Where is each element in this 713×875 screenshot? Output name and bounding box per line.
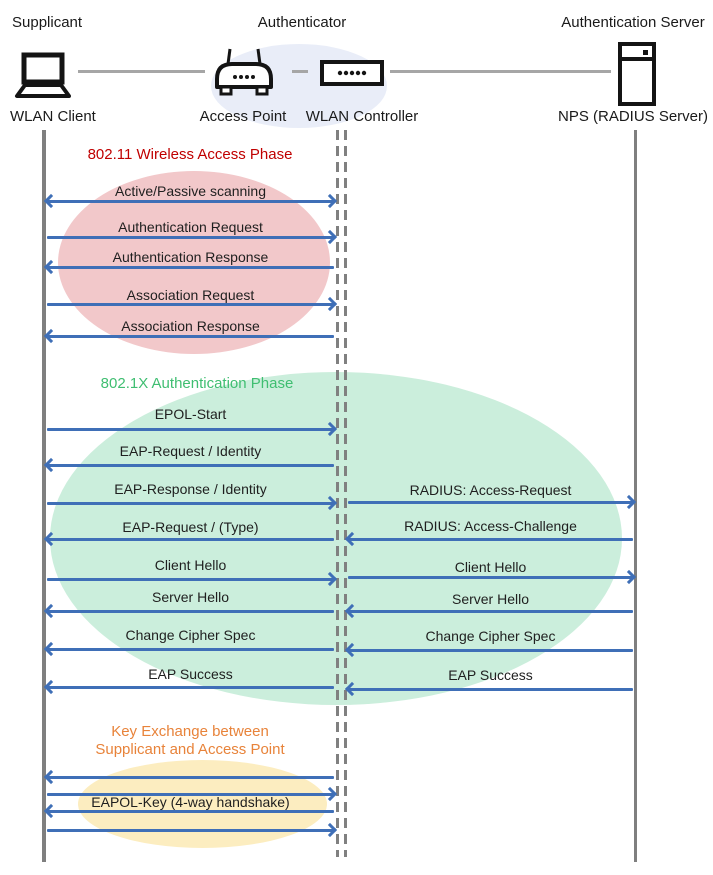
message-label: EAP-Request / (Type)	[122, 519, 259, 535]
message-arrow-left	[47, 610, 334, 613]
message-label: Association Response	[121, 318, 260, 334]
message-label: Association Request	[126, 287, 255, 303]
message-arrow-right	[348, 501, 633, 504]
connector-dash	[292, 70, 308, 73]
message-label: Change Cipher Spec	[125, 627, 256, 643]
message-arrow-left	[47, 266, 334, 269]
role-supplicant: Supplicant	[12, 14, 83, 31]
message-label: RADIUS: Access-Challenge	[404, 518, 577, 534]
message-arrow-left	[47, 538, 334, 541]
lifeline-wlan-controller-dash-1	[336, 130, 339, 857]
message-label: Client Hello	[154, 557, 227, 573]
message-label: EAP-Request / Identity	[119, 443, 262, 459]
node-nps-radius-server: NPS (RADIUS Server)	[557, 108, 709, 125]
message-label: Authentication Request	[118, 219, 263, 235]
handshake-arrow-left	[47, 776, 334, 779]
node-wlan-controller: WLAN Controller	[305, 108, 419, 125]
message-label: RADIUS: Access-Request	[409, 482, 572, 498]
handshake-label: EAPOL-Key (4-way handshake)	[91, 794, 290, 810]
message-label: Client Hello	[454, 559, 527, 575]
lifeline-nps	[634, 130, 637, 862]
message-label: EAP-Response / Identity	[114, 481, 267, 497]
message-label: EPOL-Start	[154, 406, 227, 422]
message-arrow-left	[47, 686, 334, 689]
message-arrow-right	[47, 502, 334, 505]
message-arrow-left	[348, 649, 633, 652]
message-label: Server Hello	[151, 589, 230, 605]
network-switch-icon	[320, 60, 384, 86]
laptop-icon	[10, 52, 76, 100]
message-label: Active/Passive scanning	[115, 183, 266, 199]
node-access-point: Access Point	[199, 108, 287, 125]
message-arrow-right	[47, 303, 334, 306]
message-arrow-both	[47, 200, 334, 203]
message-arrow-left	[47, 335, 334, 338]
message-label: EAP Success	[148, 666, 233, 682]
handshake-arrow-left	[47, 810, 334, 813]
message-label: Server Hello	[451, 591, 530, 607]
access-point-icon	[213, 46, 275, 100]
message-arrow-left	[348, 610, 633, 613]
message-arrow-right	[47, 236, 334, 239]
phase-key-title-line1: Key Exchange between	[111, 723, 269, 740]
node-wlan-client: WLAN Client	[10, 108, 96, 125]
phase-80211-title: 802.11 Wireless Access Phase	[87, 146, 293, 163]
phase-key-title-line2: Supplicant and Access Point	[95, 741, 285, 758]
role-authentication-server: Authentication Server	[561, 14, 705, 31]
lifeline-wlan-controller-dash-2	[344, 130, 347, 857]
role-authenticator: Authenticator	[257, 14, 347, 31]
message-arrow-right	[348, 576, 633, 579]
message-arrow-right	[47, 428, 334, 431]
message-arrow-right	[47, 578, 334, 581]
server-icon	[617, 42, 657, 106]
message-arrow-left	[47, 464, 334, 467]
lifeline-wlan-client	[42, 130, 46, 862]
connector-line	[390, 70, 611, 73]
message-label: Authentication Response	[112, 249, 269, 265]
handshake-arrow-right	[47, 829, 334, 832]
connector-line	[78, 70, 205, 73]
message-arrow-left	[348, 688, 633, 691]
message-arrow-left	[47, 648, 334, 651]
phase-8021x-title: 802.1X Authentication Phase	[100, 375, 294, 392]
message-label: EAP Success	[448, 667, 533, 683]
message-arrow-left	[348, 538, 633, 541]
message-label: Change Cipher Spec	[425, 628, 556, 644]
